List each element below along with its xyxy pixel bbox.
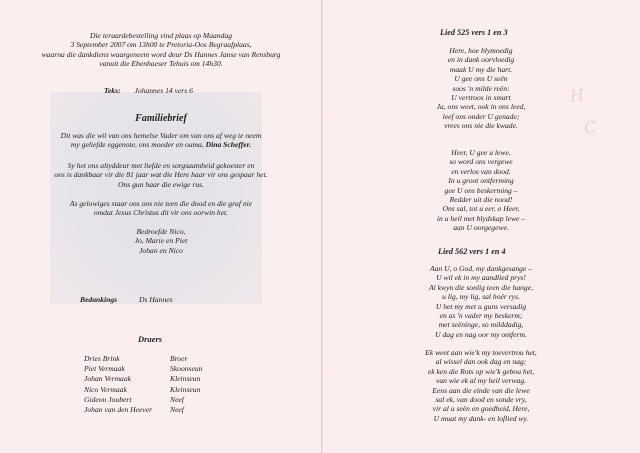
right-page xyxy=(322,0,640,453)
signoff-line: Jo, Marie en Piet xyxy=(134,236,188,246)
verse-line: in u heil met blydskap lewe – xyxy=(436,213,526,223)
song1-verse1 xyxy=(322,46,640,131)
draer-name: Johan Vermaak xyxy=(84,374,132,384)
verse-line: en in dank oorvloedig xyxy=(447,55,515,65)
song2-verse2 xyxy=(322,348,640,423)
song1-title: Lied 525 vers 1 en 3 xyxy=(440,28,508,37)
intro-block xyxy=(0,31,322,69)
song2-title: Lied 562 vers 1 en 4 xyxy=(438,247,506,256)
draer-name: Piet Vermaak xyxy=(84,364,125,374)
verse-line: so word ons vergewe xyxy=(449,157,513,167)
verse-line: Redder uit die nood! xyxy=(449,195,513,205)
draers-title: Draers xyxy=(138,334,163,344)
song2-verse1 xyxy=(322,264,640,339)
teks-row xyxy=(104,86,193,95)
para3-line: As gelowiges staar ons ons nie teen die dood en die graf nie xyxy=(69,199,253,208)
verse-line: U muat my dank- en loflied wy. xyxy=(433,413,529,423)
draers-list xyxy=(84,354,202,415)
intro-line: vanuit die Ebenhaeser Tehuis om 14h30. xyxy=(99,59,223,69)
draers-row xyxy=(84,374,202,384)
draer-relation: Neef xyxy=(170,405,184,415)
draers-row xyxy=(84,395,202,405)
draer-relation: Broer xyxy=(170,354,188,363)
draers-row xyxy=(84,405,202,415)
teks-value: Johannes 14 vers 6 xyxy=(134,86,193,95)
draer-relation: Kleinseun xyxy=(170,384,201,394)
para3-line: omdat Jesus Christus dit vir ons oorwin het. xyxy=(93,208,229,218)
bedankings-row xyxy=(80,295,173,304)
draer-relation: Skoonseun xyxy=(170,364,203,374)
verse-line: ek ken die Rots op wie'k gebou het, xyxy=(427,366,535,376)
para1-line xyxy=(0,140,322,149)
draer-name: Nico Vermaak xyxy=(84,384,127,394)
verse-line: vir al u seën en goedheid, Here, xyxy=(432,404,530,414)
verse-line: van wie ek al my heil verwag. xyxy=(435,376,527,386)
verse-line: Al kwyn die sonlig teen die hange, xyxy=(429,282,533,292)
verse-line: sal ek, van dood en sonde vry, xyxy=(435,395,527,405)
verse-line: gee U ons beskerming – xyxy=(444,185,518,195)
paragraph-3 xyxy=(0,199,322,218)
verse-line: U het my met u guns versadig xyxy=(435,301,527,311)
verse-line: Ja, ons weet, ook in ons leed, xyxy=(436,102,526,112)
verse-line: en as 'n vader my beskerm; xyxy=(439,311,523,321)
deceased-name: Dina Scheffer. xyxy=(205,140,252,150)
verse-line: vrees ons nie die kwade. xyxy=(444,121,518,131)
signoff-block xyxy=(0,227,322,255)
verse-line: U vertroos in smart xyxy=(451,93,511,103)
verse-line: Ek weet aan wie'k my toevertrou het, xyxy=(425,348,537,357)
verse-line: U gee ons U seën xyxy=(454,74,508,84)
draer-name: Dries Brink xyxy=(84,354,120,363)
verse-line: aan U oorgegewe. xyxy=(453,223,509,233)
song1-verse2 xyxy=(322,148,640,233)
draer-name: Gideon Joubert xyxy=(84,394,132,404)
draer-relation: Kleinseun xyxy=(170,374,201,384)
para1-prefix: my geliefde eggenote, ons moeder en ouma, xyxy=(70,140,204,150)
signoff-line: Johan en Nico xyxy=(139,245,183,255)
bleed-through-mark: H xyxy=(568,85,586,106)
para2-line: Ons gun haar die ewige rus. xyxy=(117,179,205,189)
signoff-line: Bedroefde Nico, xyxy=(136,227,186,236)
familiebrief-title: Familiebrief xyxy=(135,113,187,124)
para2-line: ons is dankbaar vir die 81 jaar wat die Here haar vir ons gespaar het. xyxy=(54,170,268,180)
draers-row xyxy=(84,354,202,364)
bedankings-value: Ds Hannes xyxy=(139,295,173,304)
bedankings-label: Bedankings xyxy=(80,295,118,304)
verse-line: u lig, my lig, sal hoër rys. xyxy=(442,292,520,302)
paragraph-1 xyxy=(0,131,322,150)
verse-line: U dag en nag oor my ontferm. xyxy=(435,329,527,339)
verse-line: soos 'n milde reën: xyxy=(452,83,510,93)
teks-label: Teks: xyxy=(104,86,121,95)
draers-row xyxy=(84,385,202,395)
verse-line: maak U my die hart. xyxy=(449,64,513,74)
verse-line: Here, hoe blymoedig xyxy=(449,46,513,55)
para1-line: Dit was die wil van ons hemelse Vader om van ons af weg te neem xyxy=(60,131,262,140)
verse-line: en verlos van dood. xyxy=(451,166,511,176)
verse-line: Aan U, o God, my dankgesange – xyxy=(429,264,533,273)
verse-line: U wil ek in my aandlied prys! xyxy=(436,273,526,283)
verse-line: al wissel dan ook dag en nag; xyxy=(435,357,527,367)
intro-line: Die teraardebestelling vind plaas op Maandag xyxy=(89,31,233,40)
paragraph-2 xyxy=(0,161,322,189)
intro-line: waarna die dankdiens waargeneem word deur Ds Hannes Janse van Rensburg xyxy=(41,49,281,59)
verse-line: Heer, U gee u lewe, xyxy=(451,148,511,157)
draers-row xyxy=(84,364,202,374)
draer-relation: Neef xyxy=(170,394,184,404)
intro-line: 3 September 2007 om 13h00 te Pretoria-Oos Begraafplaas, xyxy=(70,40,252,50)
para2-line: Sy het ons altyddeur met liefde en sorgsaamheid gekoester en xyxy=(67,161,255,170)
bleed-through-mark: C xyxy=(582,117,598,138)
verse-line: leef ons onder U genade; xyxy=(442,111,520,121)
draer-name: Johan van den Heever xyxy=(84,405,153,415)
verse-line: Eens aan die einde van die lewe xyxy=(432,385,530,395)
verse-line: met seëninge, so milddadig, xyxy=(438,320,524,330)
verse-line: In u groot ontferming xyxy=(448,176,514,186)
verse-line: Ons sal, tot u eer, o Heer, xyxy=(442,204,520,214)
